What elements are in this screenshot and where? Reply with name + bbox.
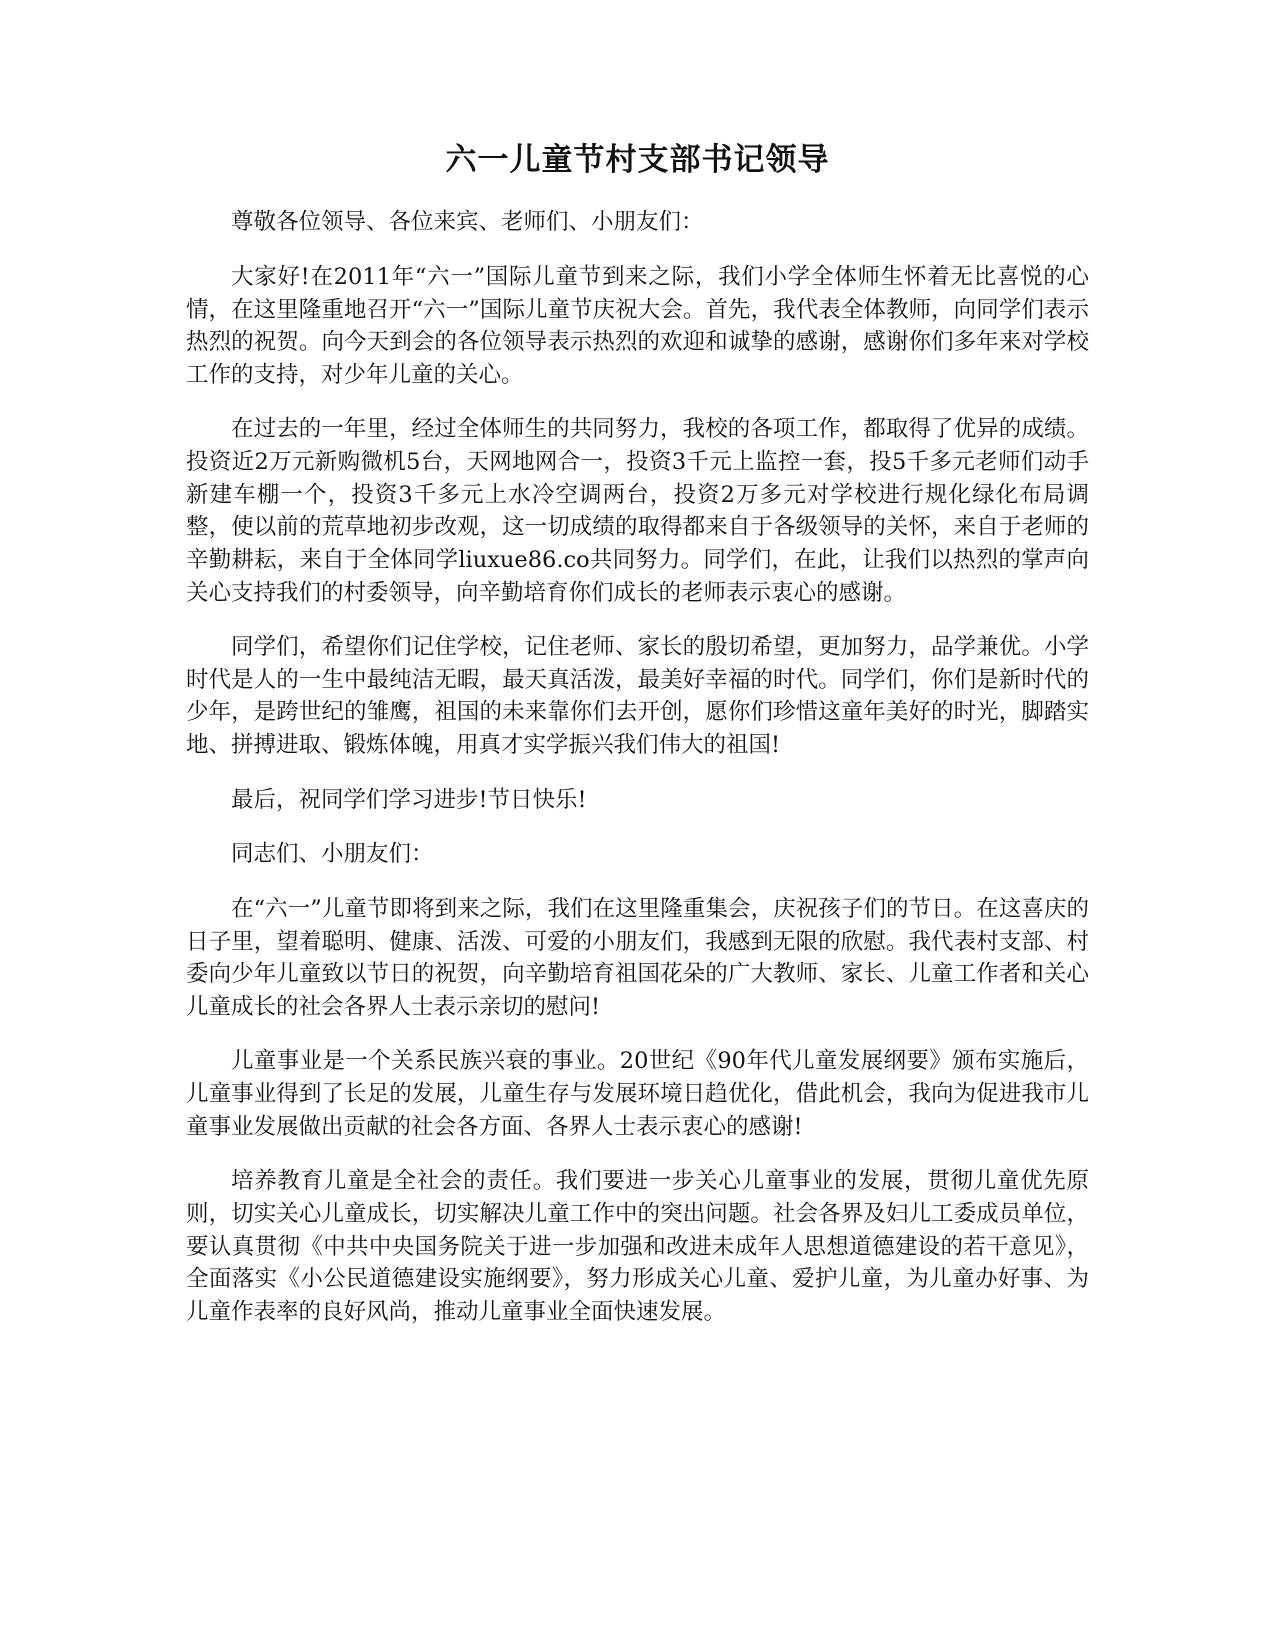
document-title: 六一儿童节村支部书记领导 <box>445 142 830 178</box>
body-paragraph: 儿童事业是一个关系民族兴衰的事业。20世纪《90年代儿童发展纲要》颁布实施后，儿童事业得到了长足的发展，儿童生存与发展环境日趋优化，借此机会，我向为促进我市儿童事业发展做出贡献的社会各方面、各界人士表示衷心的感谢! <box>186 1048 1089 1140</box>
closing-paragraph: 最后，祝同学们学习进步!节日快乐! <box>231 786 587 813</box>
body-paragraph: 在“六一”儿童节即将到来之际，我们在这里隆重集会，庆祝孩子们的节日。在这喜庆的日子里，望着聪明、健康、活泼、可爱的小朋友们，我感到无限的欣慰。我代表村支部、村委向少年儿童致以节日的祝贺，向辛勤培育祖国花朵的广大教师、家长、儿童工作者和关心儿童成长的社会各界人士表示亲切的慰问! <box>186 895 1089 1020</box>
document-page <box>186 140 1089 1350</box>
salutation-paragraph: 同志们、小朋友们： <box>231 841 434 868</box>
body-paragraph: 大家好!在2011年“六一”国际儿童节到来之际，我们小学全体师生怀着无比喜悦的心情，在这里隆重地召开“六一”国际儿童节庆祝大会。首先，我代表全体教师，向同学们表示热烈的祝贺。向今天到会的各位领导表示热烈的欢迎和诚挚的感谢，感谢你们多年来对学校工作的支持，对少年儿童的关心。 <box>186 263 1089 388</box>
body-paragraph: 培养教育儿童是全社会的责任。我们要进一步关心儿童事业的发展，贯彻儿童优先原则，切实关心儿童成长，切实解决儿童工作中的突出问题。社会各界及妇儿工委成员单位，要认真贯彻《中共中央国务院关于进一步加强和改进未成年人思想道德建设的若干意见》，全面落实《小公民道德建设实施纲要》，努力形成关心儿童、爱护儿童，为儿童办好事、为儿童作表率的良好风尚，推动儿童事业全面快速发展。 <box>186 1168 1089 1325</box>
salutation-paragraph: 尊敬各位领导、各位来宾、老师们、小朋友们： <box>231 209 704 236</box>
body-paragraph: 同学们，希望你们记住学校，记住老师、家长的殷切希望，更加努力，品学兼优。小学时代是人的一生中最纯洁无暇，最天真活泼，最美好幸福的时代。同学们，你们是新时代的少年，是跨世纪的雏鹰，祖国的未来靠你们去开创，愿你们珍惜这童年美好的时光，脚踏实地、拼搏进取、锻炼体魄，用真才实学振兴我们伟大的祖国! <box>186 634 1089 759</box>
body-paragraph: 在过去的一年里，经过全体师生的共同努力，我校的各项工作，都取得了优异的成绩。投资近2万元新购微机5台，天网地网合一，投资3千元上监控一套，投5千多元老师们动手新建车棚一个，投资3千多元上水冷空调两台，投资2万多元对学校进行规化绿化布局调整，使以前的荒草地初步改观，这一切成绩的取得都来自于各级领导的关怀，来自于老师的辛勤耕耘，来自于全体同学liuxue86.co共同努力。同学们，在此，让我们以热烈的掌声向关心支持我们的村委领导，向辛勤培育你们成长的老师表示衷心的感谢。 <box>186 416 1089 606</box>
